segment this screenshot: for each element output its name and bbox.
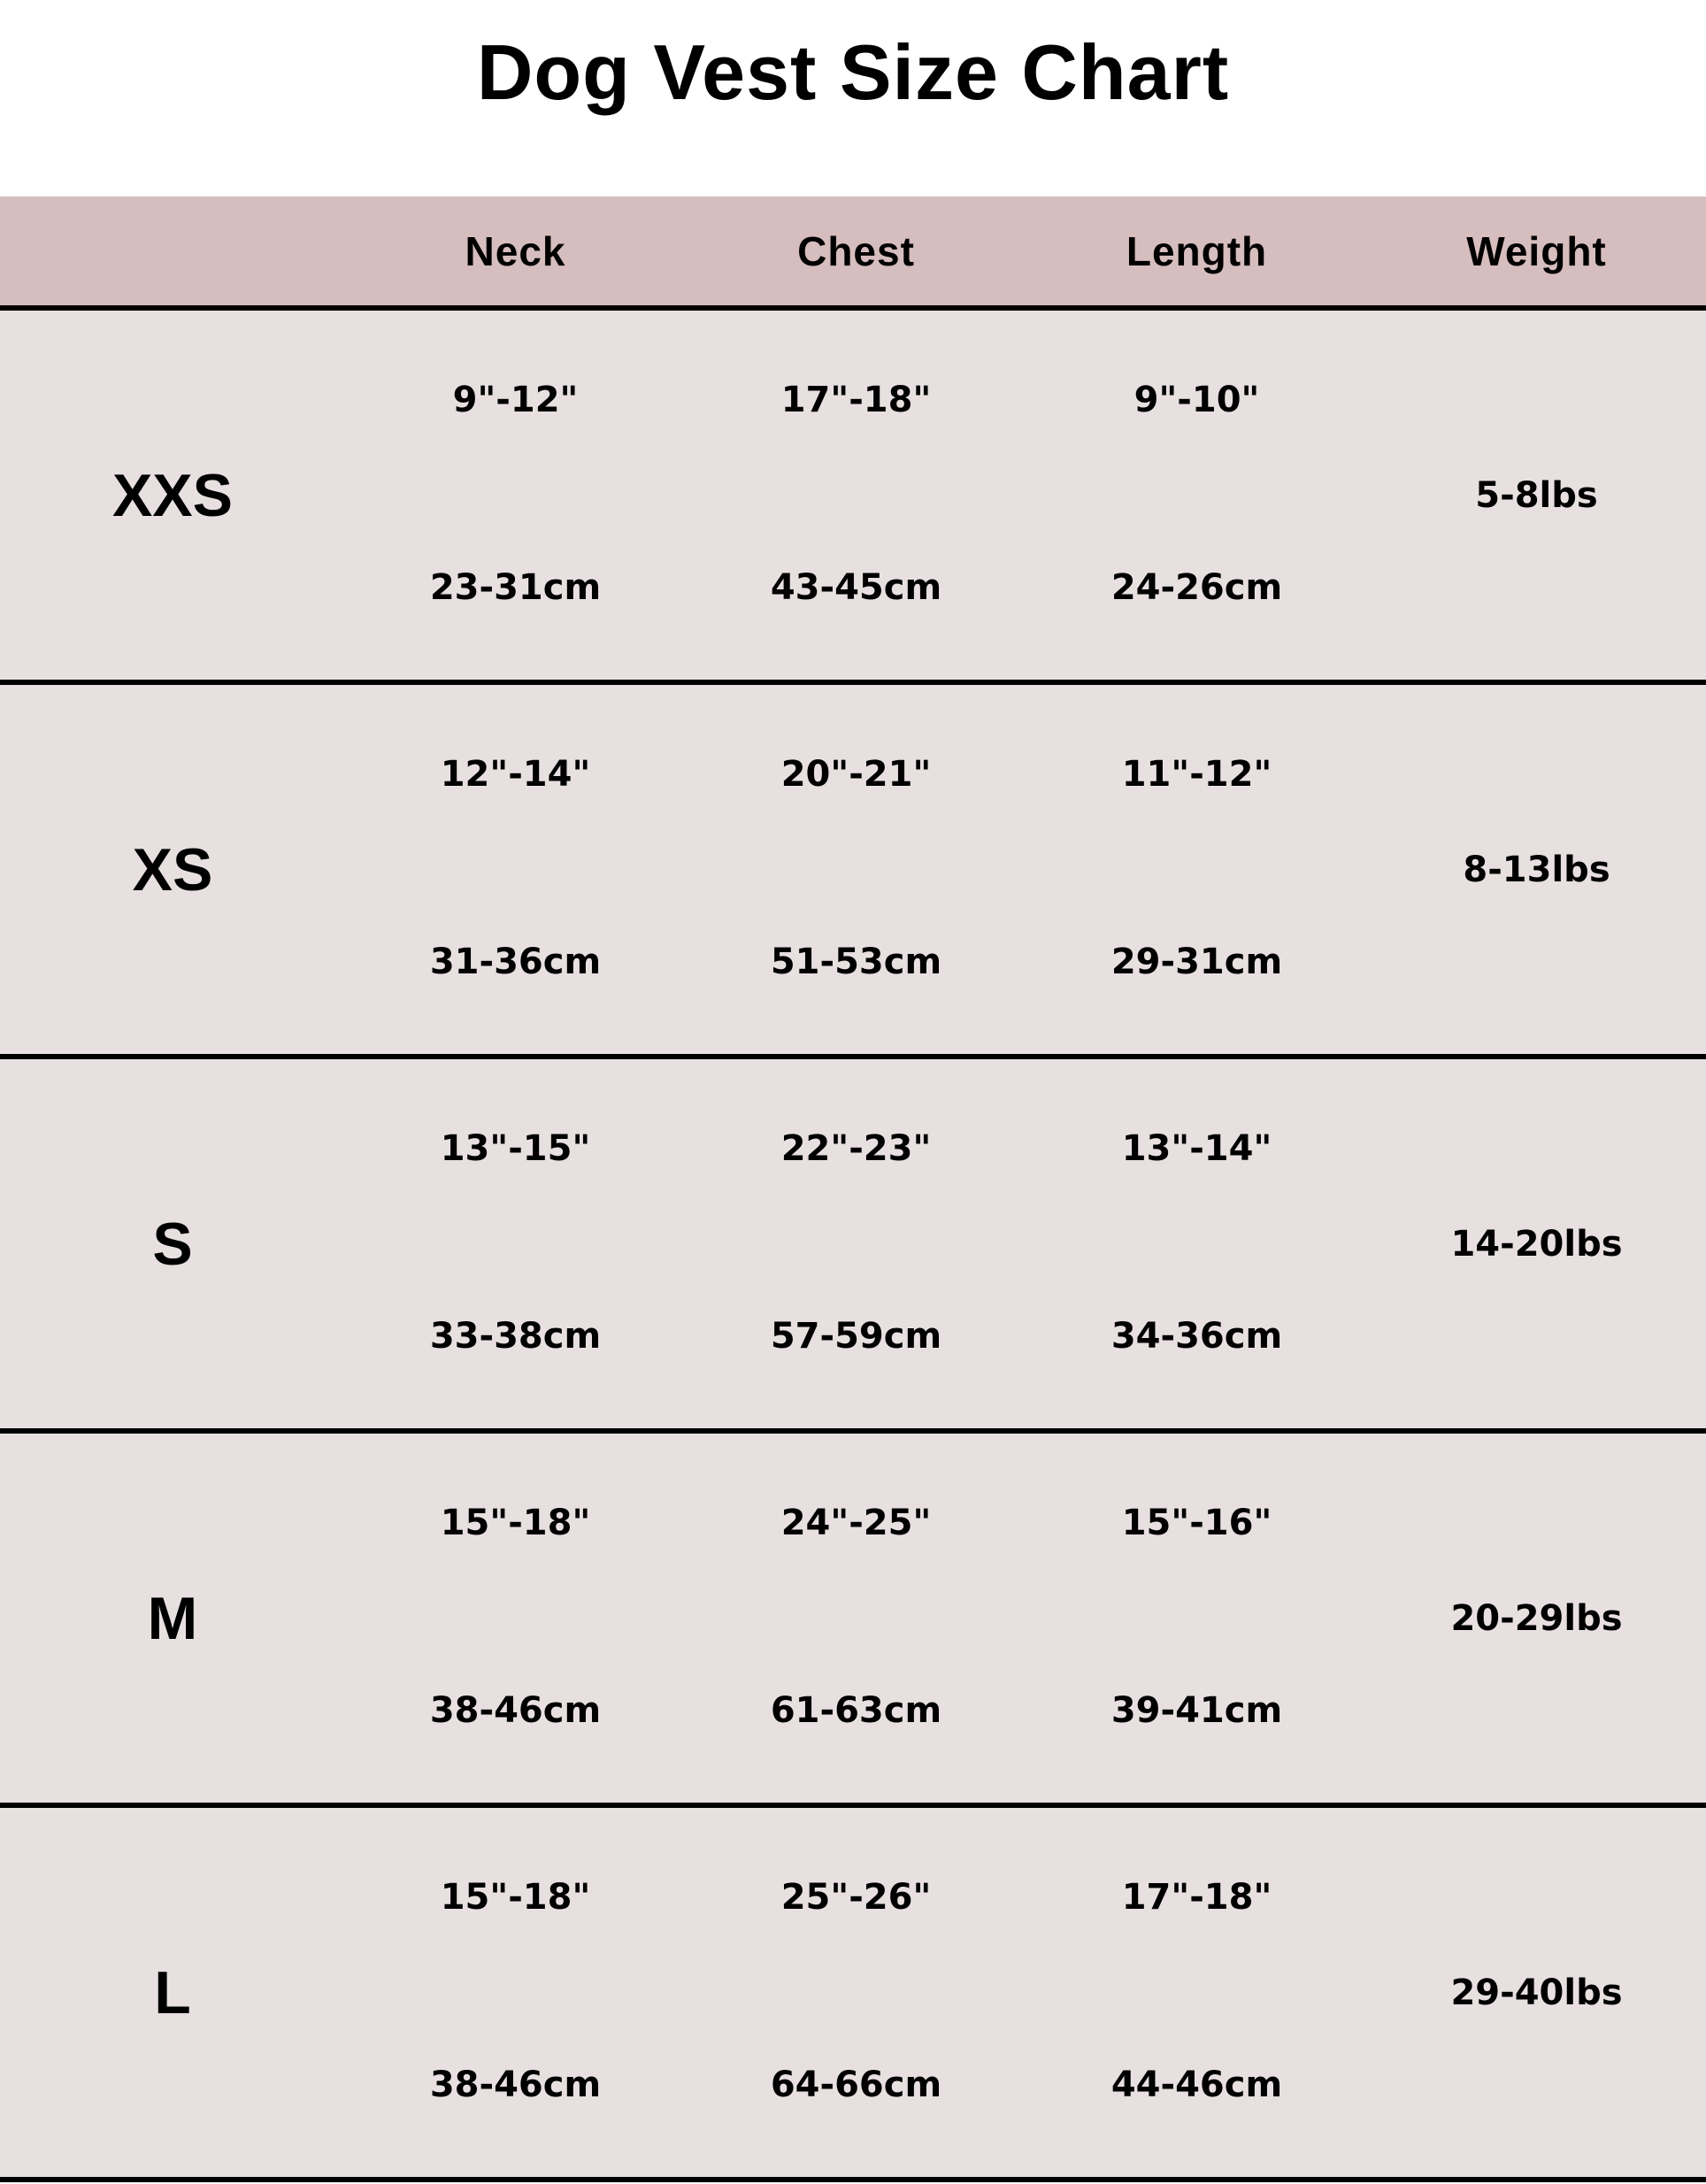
chest-inches: 20"-21"	[780, 754, 932, 795]
chest-cm: 51-53cm	[770, 942, 942, 982]
neck-inches: 12"-14"	[440, 754, 591, 795]
chest-inches: 24"-25"	[780, 1503, 932, 1543]
page-title: Dog Vest Size Chart	[476, 28, 1230, 116]
length-cm: 39-41cm	[1110, 1690, 1283, 1731]
chest-cell	[686, 1434, 1026, 1803]
neck-cell	[345, 685, 686, 1054]
length-cell	[1026, 685, 1367, 1054]
neck-inches: 13"-15"	[440, 1128, 591, 1169]
header-neck: Neck	[465, 227, 566, 274]
neck-cm: 38-46cm	[429, 2065, 602, 2105]
length-cm: 29-31cm	[1110, 942, 1283, 982]
length-inches: 17"-18"	[1121, 1877, 1272, 1918]
table-row	[0, 1059, 1706, 1434]
table-header-row	[0, 196, 1706, 311]
neck-cm: 38-46cm	[429, 1690, 602, 1731]
chest-cell	[686, 1808, 1026, 2177]
size-label: L	[154, 1958, 191, 2026]
length-cm: 24-26cm	[1110, 567, 1283, 608]
weight-cell: 29-40lbs	[1450, 1972, 1623, 2013]
neck-cell	[345, 1808, 686, 2177]
length-inches: 15"-16"	[1121, 1503, 1272, 1543]
length-cell	[1026, 1059, 1367, 1428]
chest-cm: 57-59cm	[770, 1316, 942, 1357]
length-cm: 34-36cm	[1110, 1316, 1283, 1357]
length-cell	[1026, 311, 1367, 680]
neck-inches: 9"-12"	[452, 380, 579, 420]
chest-inches: 25"-26"	[780, 1877, 932, 1918]
table-row	[0, 1808, 1706, 2182]
chest-inches: 17"-18"	[780, 380, 932, 420]
weight-cell: 5-8lbs	[1475, 474, 1598, 516]
chest-inches: 22"-23"	[780, 1128, 932, 1169]
header-length: Length	[1126, 227, 1268, 274]
length-cell	[1026, 1434, 1367, 1803]
neck-cell	[345, 1434, 686, 1803]
weight-cell: 20-29lbs	[1450, 1597, 1623, 1639]
neck-cell	[345, 311, 686, 680]
length-inches: 9"-10"	[1133, 380, 1260, 420]
weight-cell: 14-20lbs	[1450, 1223, 1623, 1265]
header-chest: Chest	[797, 227, 915, 274]
header-size	[0, 196, 345, 305]
chest-cell	[686, 1059, 1026, 1428]
length-cm: 44-46cm	[1110, 2065, 1283, 2105]
chest-cm: 61-63cm	[770, 1690, 942, 1731]
neck-cm: 23-31cm	[429, 567, 602, 608]
neck-cell	[345, 1059, 686, 1428]
neck-inches: 15"-18"	[440, 1877, 591, 1918]
length-cell	[1026, 1808, 1367, 2177]
chest-cell	[686, 311, 1026, 680]
table-row	[0, 685, 1706, 1059]
table-row	[0, 311, 1706, 685]
size-label: XXS	[111, 461, 234, 529]
size-label: S	[152, 1210, 193, 1278]
header-weight: Weight	[1466, 227, 1607, 274]
length-inches: 13"-14"	[1121, 1128, 1272, 1169]
chest-cm: 43-45cm	[770, 567, 942, 608]
chest-cell	[686, 685, 1026, 1054]
neck-cm: 31-36cm	[429, 942, 602, 982]
table-row	[0, 1434, 1706, 1808]
size-label: XS	[132, 835, 213, 904]
size-label: M	[147, 1584, 198, 1652]
weight-cell: 8-13lbs	[1463, 849, 1610, 890]
neck-cm: 33-38cm	[429, 1316, 602, 1357]
chest-cm: 64-66cm	[770, 2065, 942, 2105]
length-inches: 11"-12"	[1121, 754, 1272, 795]
size-chart-table	[0, 196, 1706, 2182]
neck-inches: 15"-18"	[440, 1503, 591, 1543]
